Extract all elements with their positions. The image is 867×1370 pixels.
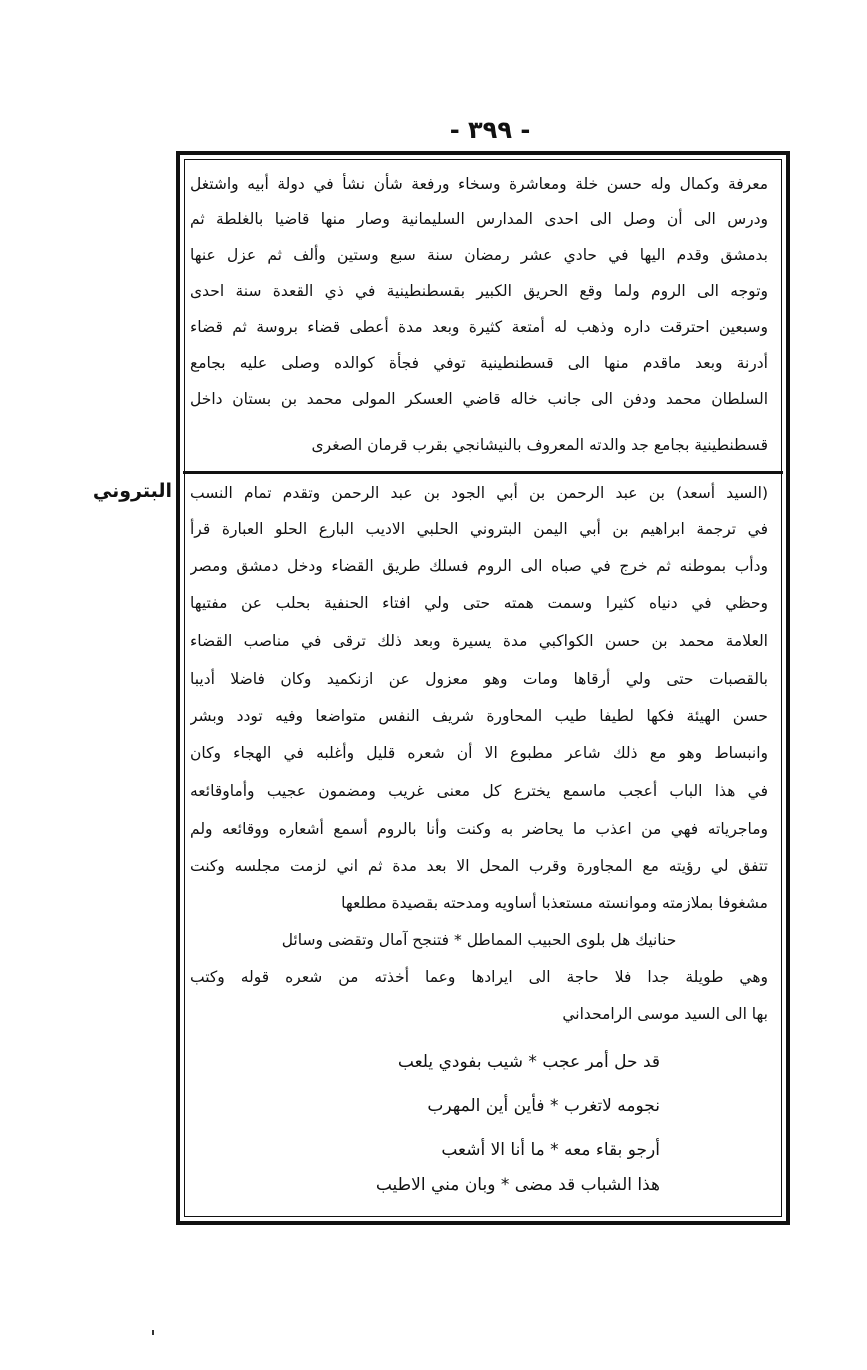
text-line: ودرس الى أن وصل الى احدى المدارس السليمانية وصار منها قاضيا بالغلطة ثم <box>190 210 768 228</box>
scan-speck <box>152 1330 154 1335</box>
text-line: مشغوفا بملازمته وموانسته مستعذبا أساويه ومدحته بقصيدة مطلعها <box>341 894 768 912</box>
text-line: وهي طويلة جدا فلا حاجة الى ايرادها وعما أخذته من شعره قوله وكتب <box>190 968 768 986</box>
verse-line: نجومه لاتغرب * فأين أين المهرب <box>427 1096 660 1116</box>
text-line: وتوجه الى الروم ولما وقع الحريق الكبير بقسطنطينية في ذي القعدة سنة احدى <box>190 282 768 300</box>
text-line: بها الى السيد موسى الرامحداني <box>562 1005 768 1023</box>
text-line: تتفق لي رؤيته مع المجاورة وقرب المحل الا بعد مدة ثم اني لزمت مجلسه وكنت <box>190 857 768 875</box>
text-line: في ترجمة ابراهيم بن أبي اليمن البتروني الحلبي الاديب البارع الحلو العبارة قرأ <box>190 520 768 538</box>
text-line: في هذا الباب أعجب ماسمع يخترع كل معنى غريب ومضمون عجيب وأماوقائعه <box>190 782 768 800</box>
text-line: وسبعين احترقت داره وذهب له أمتعة كثيرة وبعد مدة أعطى قضاء بروسة ثم قضاء <box>190 318 768 336</box>
text-line: العلامة محمد بن حسن الكواكبي مدة يسيرة وبعد ذلك ترقى في مناصب القضاء <box>190 632 768 650</box>
verse-line: أرجو بقاء معه * ما أنا الا أشعب <box>441 1140 660 1160</box>
text-line: وحظي في دنياه كثيرا وسمت همته حتى ولي افتاء الحنفية بحلب عن مفتيها <box>190 594 768 612</box>
text-line: وماجرياته فهي من اعذب ما يحاضر به وكنت وأنا بالروم أسمع أشعاره ووقائعه ولم <box>190 820 768 838</box>
text-line: بدمشق وقدم اليها في حادي عشر رمضان سنة سبع وستين وألف ثم عزل عنها <box>190 246 768 264</box>
margin-note: البتروني <box>92 480 172 502</box>
text-line: ودأب بموطنه ثم خرج في صباه الى الروم فسلك طريق القضاء ودخل دمشق ومصر <box>190 557 768 575</box>
text-line: حسن الهيئة فكها لطيفا طيب المحاورة شريف النفس متواضعا وفيه تودد وبشر <box>190 707 768 725</box>
text-line: قسطنطينية بجامع جد والدته المعروف بالنيشانجي بقرب قرمان الصغرى <box>311 436 768 454</box>
text-line: أدرنة وبعد ماقدم منها الى قسطنطينية توفي فجأة كوالده وصلى عليه بجامع <box>190 354 768 372</box>
text-line: بالقصبات حتى ولي أرقاها ومات وهو معزول عن ازنكميد وكان فاضلا أديبا <box>190 670 768 688</box>
page-number: - ٣٩٩ - <box>449 116 531 144</box>
text-line: معرفة وكمال وله حسن خلة ومعاشرة وسخاء ورفعة شأن نشأ في دولة أبيه واشتغل <box>190 175 768 193</box>
verse-line: قد حل أمر عجب * شيب بفودي يلعب <box>397 1052 660 1072</box>
opening-verse: حنانيك هل بلوى الحبيب المماطل * فتنجح آمال وتقضى وسائل <box>281 931 677 949</box>
text-line: (السيد أسعد) بن عبد الرحمن بن أبي الجود بن عبد الرحمن وتقدم تمام النسب <box>190 484 768 502</box>
verse-line: هذا الشباب قد مضى * وبان مني الاطيب <box>375 1175 660 1195</box>
text-line: السلطان محمد ودفن الى جانب خاله قاضي العسكر المولى محمد بن بستان داخل <box>190 390 768 408</box>
text-line: وانبساط وهو مع ذلك شاعر مطبوع الا أن شعره قليل وأغلبه في الهجاء وكان <box>190 744 768 762</box>
